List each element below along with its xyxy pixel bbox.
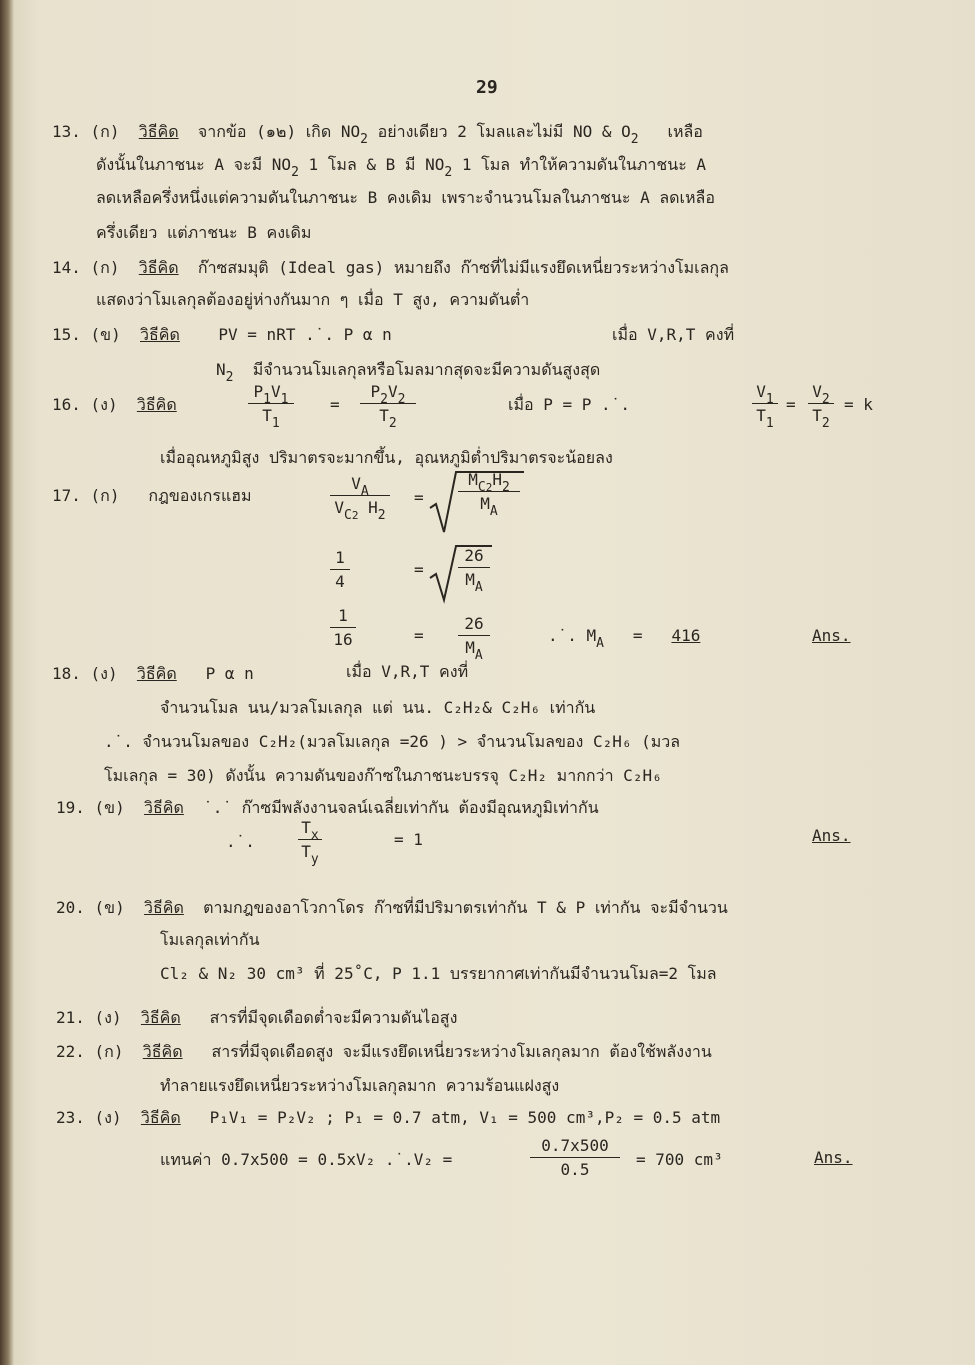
text: ตามกฎของอาโวกาโดร ก๊าซที่มีปริมาตรเท่ากัน T & P เท่ากัน จะมีจำนวน bbox=[203, 898, 728, 917]
text: จากข้อ (๑๒) เกิด NO bbox=[197, 122, 361, 141]
item-choice: (ก) bbox=[90, 258, 120, 277]
equation: PV = nRT .˙. P α n bbox=[218, 325, 392, 344]
fraction-v1-t1: $V_1$ $T_1$ bbox=[752, 382, 778, 425]
method-label: วิธีคิด bbox=[140, 325, 180, 344]
method-label: วิธีคิด bbox=[142, 1042, 183, 1061]
item-number: 19. bbox=[56, 798, 85, 817]
text: เหลือ bbox=[667, 122, 703, 141]
ans-label: Ans. bbox=[812, 626, 851, 645]
item-20-line-2: โมเลกุลเท่ากัน bbox=[160, 930, 260, 949]
item-number: 20. bbox=[56, 898, 85, 917]
fraction-va-vc2h2: $V_A$ $V_{C2}$ $H_2$ bbox=[330, 474, 390, 517]
equals: = bbox=[414, 488, 424, 507]
method-label: วิธีคิด bbox=[136, 395, 177, 414]
therefore-sign: .˙. bbox=[226, 832, 255, 851]
text: อย่างเดียว 2 โมลและไม่มี NO & O bbox=[377, 122, 631, 141]
item-number: 18. bbox=[52, 664, 81, 683]
item-16-line-1 bbox=[52, 395, 177, 415]
item-21-line-1 bbox=[56, 1008, 457, 1028]
page-number: 29 bbox=[476, 77, 498, 98]
fraction-v2-t2: $V_2$ $T_2$ bbox=[808, 382, 834, 425]
text: ดังนั้นในภาชนะ A จะมี NO bbox=[96, 155, 292, 174]
method-label: วิธีคิด bbox=[138, 258, 179, 277]
fraction-mc2h2-ma: $M_{C2}H_2$ $M_A$ bbox=[458, 470, 520, 513]
item-15-condition: เมื่อ V,R,T คงที่ bbox=[612, 325, 735, 344]
fraction-one-sixteenth: 1 16 bbox=[330, 606, 356, 649]
item-18-line-1 bbox=[52, 664, 254, 684]
text: P₁V₁ = P₂V₂ ; P₁ = 0.7 atm, V₁ = 500 cm³,P₂ = 0.5 atm bbox=[209, 1108, 721, 1127]
item-20-line-3: Cl₂ & N₂ 30 cm³ ที่ 25˚C, P 1.1 บรรยากาศเท่ากันมีจำนวนโมล=2 โมล bbox=[160, 964, 717, 983]
item-22-line-1 bbox=[56, 1042, 712, 1062]
item-choice: (ข) bbox=[94, 898, 125, 917]
fraction-p2v2-t2: $P_2V_2$ $T_2$ bbox=[360, 382, 416, 425]
item-number: 13. bbox=[52, 122, 81, 141]
item-17-line-1 bbox=[52, 486, 252, 506]
item-number: 16. bbox=[52, 395, 81, 414]
item-16-condition: เมื่อ P = P .˙. bbox=[508, 395, 630, 414]
item-choice: (ก) bbox=[90, 486, 120, 505]
law-label: กฎของเกรแฮม bbox=[148, 486, 252, 505]
text: ˙.˙ ก๊าซมีพลังงานจลน์เฉลี่ยเท่ากัน ต้องมีอุณหภูมิเท่ากัน bbox=[203, 798, 599, 817]
method-label: วิธีคิด bbox=[140, 1108, 181, 1127]
item-18-line-4: โมเลกุล = 30) ดังนั้น ความดันของก๊าซในภาชนะบรรจุ C₂H₂ มากกว่า C₂H₆ bbox=[104, 766, 662, 785]
item-number: 14. bbox=[52, 258, 81, 277]
item-15-line-1 bbox=[52, 325, 392, 345]
item-18-line-3: .˙. จำนวนโมลของ C₂H₂(มวลโมเลกุล =26 ) > จำนวนโมลของ C₂H₆ (มวล bbox=[104, 732, 681, 751]
item-19-line-1 bbox=[56, 798, 599, 818]
item-choice: (ง) bbox=[94, 1008, 122, 1027]
item-14-line-2: แสดงว่าโมเลกุลต้องอยู่ห่างกันมาก ๆ เมื่อ T สูง, ความดันต่ำ bbox=[96, 290, 530, 309]
method-label: วิธีคิด bbox=[136, 664, 177, 683]
item-number: 22. bbox=[56, 1042, 85, 1061]
text: ก๊าซสมมุติ (Ideal gas) หมายถึง ก๊าซที่ไม่มีแรงยึดเหนี่ยวระหว่างโมเลกุล bbox=[197, 258, 729, 277]
item-choice: (ง) bbox=[90, 395, 118, 414]
item-choice: (ข) bbox=[94, 798, 125, 817]
therefore-ma: .˙. $M_A$ = 416 bbox=[548, 626, 701, 651]
equals: = bbox=[414, 626, 424, 645]
item-choice: (ง) bbox=[94, 1108, 122, 1127]
item-13-line-2: ดังนั้นในภาชนะ A จะมี $NO_2$ 1 โมล & B มี $NO_2$ 1 โมล ทำให้ความดันในภาชนะ A bbox=[96, 155, 707, 180]
ans-label: Ans. bbox=[814, 1148, 853, 1167]
fraction-0.7x500-0.5 bbox=[530, 1136, 620, 1179]
fraction-one-quarter: 1 4 bbox=[330, 548, 350, 591]
fraction-26-ma: 26 $M_A$ bbox=[458, 546, 490, 589]
method-label: วิธีคิด bbox=[140, 1008, 181, 1027]
item-number: 23. bbox=[56, 1108, 85, 1127]
item-18-line-2: จำนวนโมล นน/มวลโมเลกุล แต่ นน. C₂H₂& C₂H₆ เท่ากัน bbox=[160, 698, 596, 717]
denominator: 0.5 bbox=[560, 1160, 590, 1179]
equals: = bbox=[786, 395, 796, 414]
fraction-tx-ty: $T_x$ $T_y$ bbox=[298, 818, 322, 861]
item-number: 15. bbox=[52, 325, 81, 344]
item-13-line-4: ครึ่งเดียว แต่ภาชนะ B คงเดิม bbox=[96, 223, 312, 242]
item-choice: (ก) bbox=[94, 1042, 124, 1061]
item-20-line-1 bbox=[56, 898, 728, 918]
text: 1 โมล ทำให้ความดันในภาชนะ A bbox=[461, 155, 707, 174]
constant-k: = k bbox=[844, 395, 873, 414]
method-label: วิธีคิด bbox=[144, 798, 184, 817]
item-15-line-2: $N_2$ มีจำนวนโมเลกุลหรือโมลมากสุดจะมีความดันสูงสุด bbox=[216, 360, 601, 385]
text: มีจำนวนโมเลกุลหรือโมลมากสุดจะมีความดันสูงสุด bbox=[252, 360, 601, 379]
item-19-equation: = 1 bbox=[394, 830, 423, 849]
item-14-line-1 bbox=[52, 258, 729, 278]
item-choice: (ง) bbox=[90, 664, 118, 683]
equals: = bbox=[330, 395, 340, 414]
method-label: วิธีคิด bbox=[138, 122, 179, 141]
text: สารที่มีจุดเดือดต่ำจะมีความดันไอสูง bbox=[209, 1008, 458, 1027]
text: .˙. M bbox=[548, 626, 597, 645]
method-label: วิธีคิด bbox=[144, 898, 184, 917]
ans-label: Ans. bbox=[812, 826, 851, 845]
fraction-26-ma: 26 $M_A$ bbox=[458, 614, 490, 657]
answer-value: 416 bbox=[671, 626, 701, 645]
numerator: 0.7x500 bbox=[541, 1136, 609, 1155]
item-number: 17. bbox=[52, 486, 81, 505]
equals: = bbox=[414, 560, 424, 579]
item-16-line-2: เมื่ออุณหภูมิสูง ปริมาตรจะมากขึ้น, อุณหภูมิต่ำปริมาตรจะน้อยลง bbox=[160, 448, 613, 467]
item-23-line-2: แทนค่า 0.7x500 = 0.5xV₂ .˙.V₂ = bbox=[160, 1150, 453, 1169]
item-13-line-1: 13. (ก) วิธีคิด จากข้อ (๑๒) เกิด $NO_2$ อย่างเดียว 2 โมลและไม่มี NO & $O_2$ เหลือ bbox=[52, 122, 703, 147]
fraction-p1v1-t1: $P_1V_1$ $T_1$ bbox=[248, 382, 294, 425]
item-choice: (ข) bbox=[90, 325, 121, 344]
item-number: 21. bbox=[56, 1008, 85, 1027]
item-22-line-2: ทำลายแรงยึดเหนี่ยวระหว่างโมเลกุลมาก ความร้อนแฝงสูง bbox=[160, 1076, 560, 1095]
item-choice: (ก) bbox=[90, 122, 120, 141]
text: N bbox=[216, 360, 226, 379]
item-13-line-3: ลดเหลือครึ่งหนึ่งแต่ความดันในภาชนะ B คงเดิม เพราะจำนวนโมลในภาชนะ A ลดเหลือ bbox=[96, 188, 715, 207]
equation: P α n bbox=[205, 664, 254, 683]
text: สารที่มีจุดเดือดสูง จะมีแรงยึดเหนี่ยวระหว่างโมเลกุลมาก ต้องใช้พลังงาน bbox=[211, 1042, 712, 1061]
text: 1 โมล & B มี NO bbox=[308, 155, 445, 174]
item-23-result: = 700 cm³ bbox=[636, 1150, 723, 1169]
text: = bbox=[632, 626, 643, 645]
item-18-condition: เมื่อ V,R,T คงที่ bbox=[346, 662, 469, 681]
item-23-line-1 bbox=[56, 1108, 720, 1128]
